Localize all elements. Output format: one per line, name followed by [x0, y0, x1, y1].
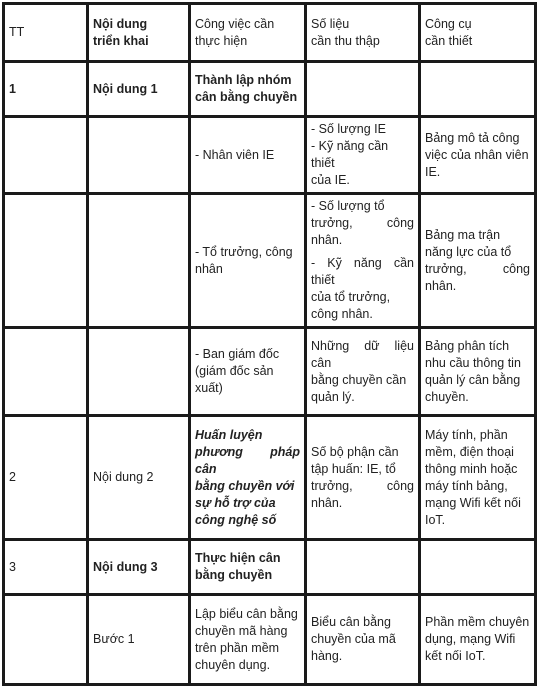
work-plan-table: [2, 2, 537, 686]
header-cong-cu: Công cụ cần thiết: [420, 4, 536, 62]
tt-cell: [4, 194, 88, 328]
so-lieu-cell: [306, 540, 420, 595]
cong-viec-cell: - Nhân viên IE: [190, 117, 306, 194]
cong-viec-cell: Lập biểu cân bằng chuyền mã hàng trên phần mềm chuyên dụng.: [190, 595, 306, 685]
header-row: [4, 4, 536, 62]
tt-cell: 2: [4, 416, 88, 540]
cong-viec-cell: - Ban giám đốc (giám đốc sản xuất): [190, 328, 306, 416]
table-row: [4, 194, 536, 328]
cong-viec-cell: Thành lập nhóm cân bằng chuyền: [190, 62, 306, 117]
noi-dung-cell: Bước 1: [88, 595, 190, 685]
so-lieu-cell: - Số lượng IE - Kỹ năng cần thiết của IE.: [306, 117, 420, 194]
cong-viec-cell: - Tổ trưởng, công nhân: [190, 194, 306, 328]
noi-dung-cell: Nội dung 1: [88, 62, 190, 117]
header-so-lieu: Số liệu cần thu thập: [306, 4, 420, 62]
noi-dung-cell: Nội dung 3: [88, 540, 190, 595]
so-lieu-cell: Những dữ liệu cân bằng chuyền cần quản lý.: [306, 328, 420, 416]
cong-cu-cell: Phần mềm chuyên dụng, mạng Wifi kết nối IoT.: [420, 595, 536, 685]
table-row: [4, 62, 536, 117]
table-row: [4, 595, 536, 685]
so-lieu-cell: Biểu cân bằng chuyền của mã hàng.: [306, 595, 420, 685]
cong-cu-cell: Bảng mô tả công việc của nhân viên IE.: [420, 117, 536, 194]
so-lieu-cell: Số bộ phận cần tập huấn: IE, tổ trưởng, công nhân.: [306, 416, 420, 540]
tt-cell: [4, 328, 88, 416]
header-noi-dung: Nội dung triển khai: [88, 4, 190, 62]
tt-cell: 1: [4, 62, 88, 117]
table-row: [4, 416, 536, 540]
cong-cu-cell: [420, 62, 536, 117]
cong-cu-cell: Máy tính, phần mềm, điện thoại thông minh hoặc máy tính bảng, mạng Wifi kết nối IoT.: [420, 416, 536, 540]
cong-cu-cell: Bảng ma trận năng lực của tổ trưởng, công nhân.: [420, 194, 536, 328]
cong-viec-cell: Thực hiện cân bằng chuyền: [190, 540, 306, 595]
tt-cell: 3: [4, 540, 88, 595]
noi-dung-cell: [88, 328, 190, 416]
so-lieu-cell: [306, 62, 420, 117]
noi-dung-cell: [88, 194, 190, 328]
cong-cu-cell: Bảng phân tích nhu cầu thông tin quản lý cân bằng chuyền.: [420, 328, 536, 416]
table-row: [4, 117, 536, 194]
noi-dung-cell: [88, 117, 190, 194]
tt-cell: [4, 595, 88, 685]
so-lieu-cell: - Số lượng tổ trưởng, công nhân. - Kỹ năng cần thiết của tổ trưởng, công nhân.: [306, 194, 420, 328]
header-tt: TT: [4, 4, 88, 62]
cong-cu-cell: [420, 540, 536, 595]
table-row: [4, 328, 536, 416]
table-row: [4, 540, 536, 595]
tt-cell: [4, 117, 88, 194]
noi-dung-cell: Nội dung 2: [88, 416, 190, 540]
header-cong-viec: Công việc cần thực hiện: [190, 4, 306, 62]
cong-viec-cell: Huấn luyện phương pháp cân bằng chuyền với sự hỗ trợ của công nghệ số: [190, 416, 306, 540]
